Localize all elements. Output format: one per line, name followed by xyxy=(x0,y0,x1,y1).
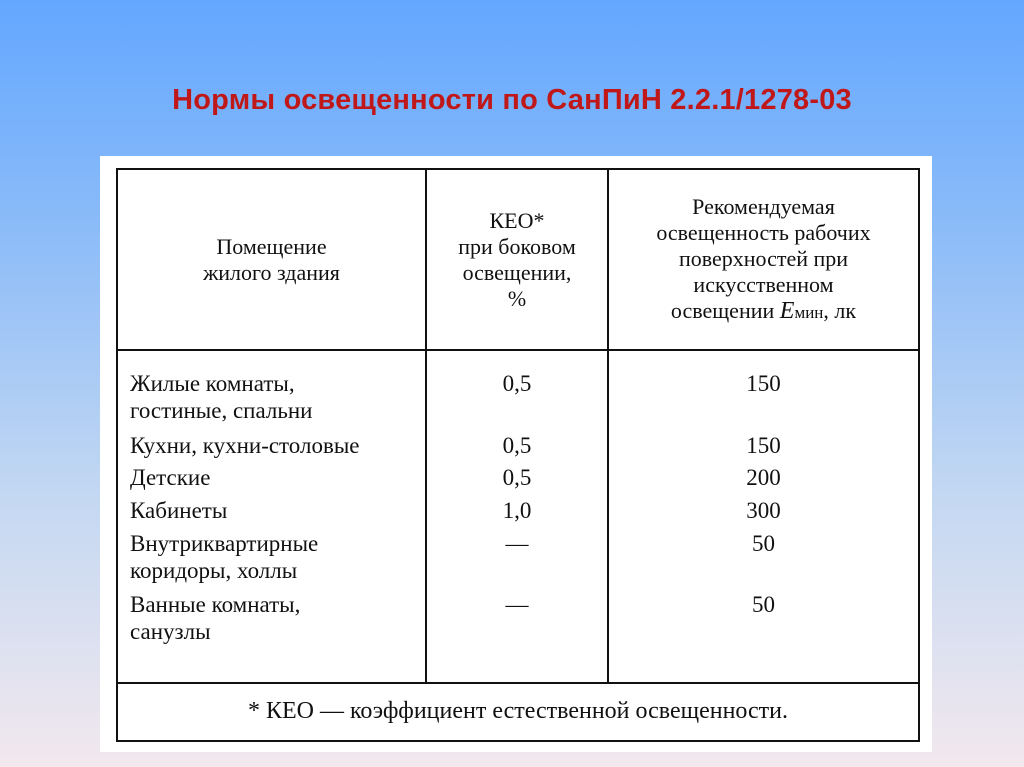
header-room-line: Помещение xyxy=(216,233,327,259)
table-row-room: Детские xyxy=(130,465,211,490)
header-keo-line: освещении, xyxy=(462,259,572,285)
footnote: * КЕО — коэффициент естественной освещенности. xyxy=(247,698,789,724)
table-panel xyxy=(100,156,932,752)
norms-table xyxy=(116,168,920,742)
table-row-lux: 300 xyxy=(746,498,781,523)
emin-symbol: E xyxy=(779,297,795,324)
header-keo-line: КЕО* xyxy=(489,207,545,233)
table-row-lux: 150 xyxy=(746,433,781,458)
table-row-keo: 0,5 xyxy=(502,433,532,458)
table-row-room: Кабинеты xyxy=(130,498,228,523)
header-room xyxy=(118,170,425,349)
header-lux-line: освещенность рабочих xyxy=(656,219,871,245)
header-lux-line: поверхностей при xyxy=(678,245,849,271)
footnote-divider xyxy=(118,682,918,684)
table-row-keo: 0,5 xyxy=(502,465,532,490)
table-row-lux: 200 xyxy=(746,465,781,490)
header-room-line: жилого здания xyxy=(203,259,340,285)
header-keo xyxy=(427,170,607,349)
table-row-keo: 0,5 xyxy=(502,371,532,396)
table-row-room: Внутриквартирные коридоры, холлы xyxy=(130,531,319,583)
table-row-lux: 50 xyxy=(752,531,775,556)
table-row-room: Ванные комнаты, санузлы xyxy=(130,592,301,644)
header-lux-line: искусственном xyxy=(693,271,834,297)
header-keo-line: при боковом xyxy=(458,233,576,259)
table-row-room: Жилые комнаты, гостиные, спальни xyxy=(130,371,313,423)
header-divider xyxy=(118,349,918,351)
header-lux-line: Рекомендуемая xyxy=(692,193,835,219)
table-row-lux: 150 xyxy=(746,371,781,396)
header-keo-line: % xyxy=(507,285,527,311)
table-row-keo: — xyxy=(505,592,529,617)
header-lux-line-last: освещении Eмин, лк xyxy=(670,297,857,324)
emin-subscript: мин xyxy=(794,302,824,322)
table-row-keo: — xyxy=(505,531,529,556)
table-row-keo: 1,0 xyxy=(502,498,532,523)
table-row-lux: 50 xyxy=(752,592,775,617)
slide-title: Нормы освещенности по СанПиН 2.2.1/1278-03 xyxy=(172,84,852,116)
header-lux xyxy=(609,174,918,345)
table-row-room: Кухни, кухни-столовые xyxy=(130,433,360,458)
